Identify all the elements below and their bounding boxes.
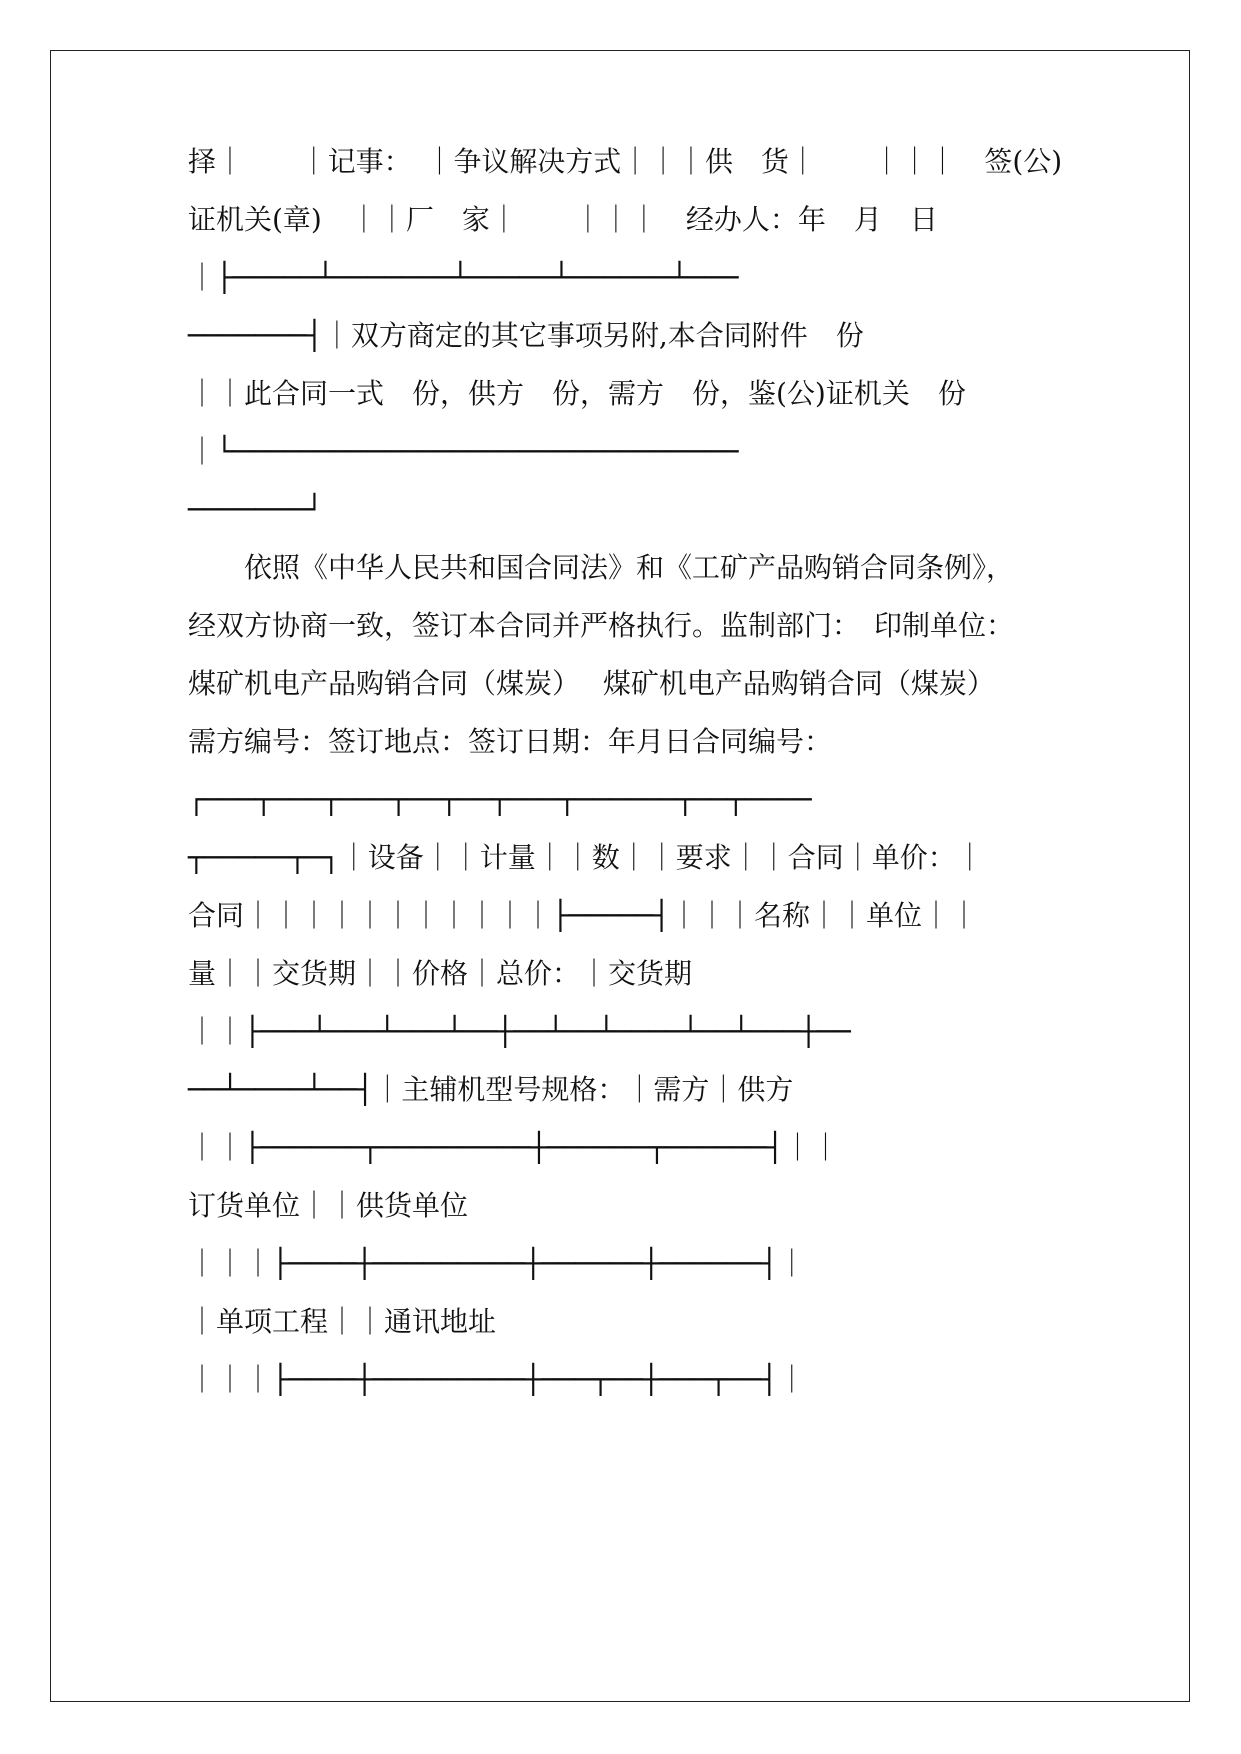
table-border-line: ｜｜｜├────┼─────────┼──────┼──────┤｜ — [188, 1247, 806, 1280]
table-header-line: 合同｜｜｜｜｜｜｜｜｜｜｜├─────┤｜｜｜名称｜｜单位｜｜ — [188, 899, 979, 932]
paragraph-line: 需方编号：签订地点：签订日期：年月日合同编号： — [188, 725, 833, 758]
text-line: 证机关(章) ｜｜厂 家｜ ｜｜｜ 经办人：年 月 日 — [188, 203, 938, 236]
paragraph-line: 煤矿机电产品购销合同（煤炭） 煤矿机电产品购销合同（煤炭） — [188, 667, 995, 700]
table-row-line: ──┴────┴──┤｜主辅机型号规格：｜需方｜供方 — [188, 1073, 794, 1106]
text-line: ｜｜此合同一式 份，供方 份，需方 份，鉴(公)证机关 份 — [188, 377, 966, 410]
table-header-line: ┬─────┬─┐｜设备｜｜计量｜｜数｜｜要求｜｜合同｜单价：｜ — [188, 841, 984, 874]
text-line: 择｜ ｜记事： ｜争议解决方式｜｜｜供 货｜ ｜｜｜ 签(公) — [188, 145, 1063, 178]
table-row-line: ｜单项工程｜｜通讯地址 — [188, 1305, 497, 1338]
table-border-line: ｜｜├───┴───┴───┴──┼──┴──┴────┴──┴───┼── — [188, 1015, 851, 1048]
table-border-line: ｜｜├──────┬─────────┼──────┬──────┤｜｜ — [188, 1131, 840, 1164]
table-border-line: ｜｜｜├────┼─────────┼───┬──┼───┬──┤｜ — [188, 1363, 806, 1396]
table-border-line: ┌───┬───┬───┬──┬──┬───┬──────┬──┬──── — [188, 783, 812, 816]
text-line: ───────┤｜双方商定的其它事项另附,本合同附件 份 — [188, 319, 864, 352]
table-row-line: 订货单位｜｜供货单位 — [188, 1189, 469, 1222]
paragraph-line: 依照《中华人民共和国合同法》和《工矿产品购销合同条例》， — [244, 551, 1015, 584]
table-header-line: 量｜｜交货期｜｜价格｜总价：｜交货期 — [188, 957, 693, 990]
table-border-line: ｜└────────────────────────────── — [188, 435, 739, 468]
paragraph-line: 经双方协商一致，签订本合同并严格执行。监制部门： 印制单位： — [188, 609, 1015, 642]
table-border-line: ｜├─────┴───────┴─────┴──────┴─── — [188, 261, 739, 294]
table-border-line: ───────┘ — [188, 493, 323, 526]
